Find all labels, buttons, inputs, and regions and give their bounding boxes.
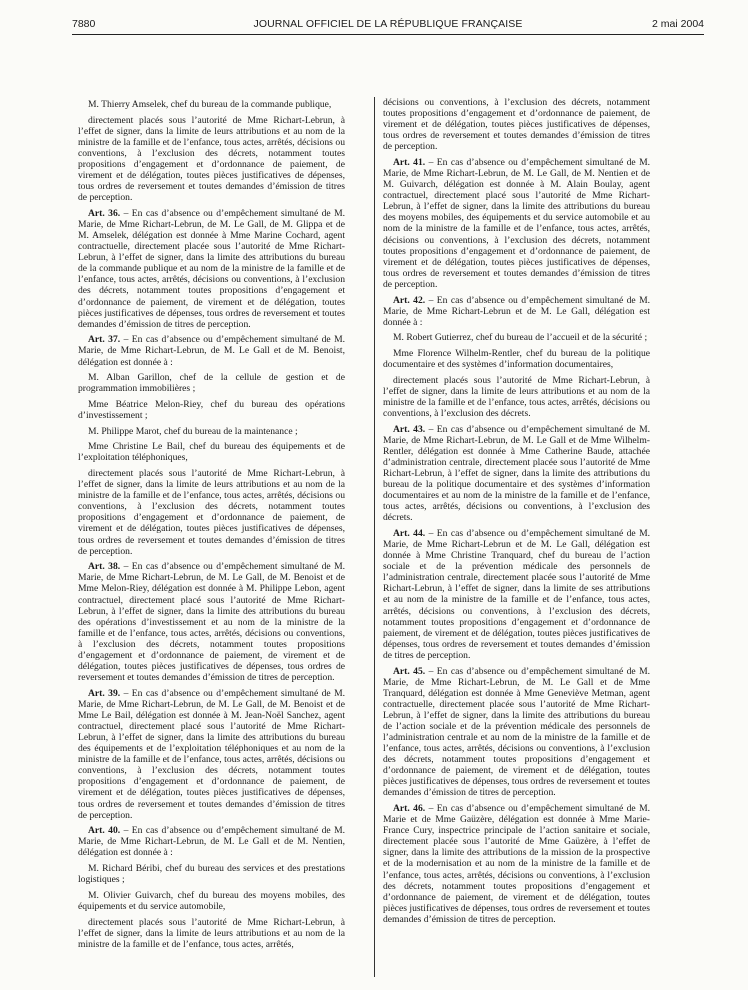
- paragraph-text: décisions ou conventions, à l’exclusion des décrets, notamment toutes propositions d’engagement et d’ordonnance de paiement, de virement et de délégation, toutes pièces justificatives de dépenses, tous ordres de reversement et toutes demandes d’émission de titres de perception.: [383, 97, 650, 153]
- article-label: Art. 46.: [393, 803, 426, 815]
- paragraph-text: – En cas d’absence ou d’empêchement simultané de M. Marie, de Mme Richart-Lebrun et de M. Le Gall, délégation est donnée à Mme Christine Tranquard, chef du bureau de l’action sociale et de la prévention médicale des personnels de l’administration centrale, directement placée sous l’autorité de Mme Richart-Lebrun, à l’effet de signer, dans la limite de ses attributions et au nom de la ministre de la famille et de l’enfance, tous actes, arrêtés, décisions ou conventions, à l’exclusion des décrets, notamment toutes propositions d’engagement et d’ordonnance de paiement, de virement et de délégation, toutes pièces justificatives de dépenses, tous ordres de reversement et toutes demandes d’émission de titres de perception.: [383, 527, 651, 661]
- paragraph-text: – En cas d’absence ou d’empêchement simultané de M. Marie et de Mme Gaüzère, délégation est donnée à Mme Marie-France Cury, inspectrice principale de l’action sanitaire et sociale, directement placée sous l’autorité de Mme Gaüzère, à l’effet de signer, dans la limite des attributions de la mission de la prospective et de la modernisation et au nom de la ministre de la famille et de l’enfance, tous actes, arrêtés, décisions ou conventions, à l’exclusion des décrets, notamment toutes propositions d’engagement et d’ordonnance de paiement, de virement et de délégation, toutes pièces justificatives de dépenses, tous ordres de reversement et toutes demandes d’émission de titres de perception.: [383, 803, 651, 925]
- article-label: Art. 38.: [88, 561, 121, 573]
- paragraph: [78, 115, 345, 204]
- paragraph-text: M. Robert Gutierrez, chef du bureau de l’accueil et de la sécurité ;: [393, 332, 648, 344]
- paragraph-text: – En cas d’absence ou d’empêchement simultané de M. Marie, de Mme Richart-Lebrun, de M. Le Gall et de Mme Wilhelm-Rentler, délégation est donnée à Mme Catherine Baude, attachée d’administration centrale, directement placée sous l’autorité de Mme Richart-Lebrun, à l’effet de signer, dans la limite des attributions du bureau de la politique documentaire et des systèmes d’information documentaires et au nom de la ministre de la famille et de l’enfance, tous actes, arrêtés, décisions ou conventions, à l’exclusion des décrets.: [383, 423, 651, 524]
- paragraph-text: – En cas d’absence ou d’empêchement simultané de M. Marie, de Mme Richart-Lebrun, de M. Le Gall, de M. Benoist et de Mme Melon-Riey, délégation est donnée à M. Philippe Lebon, agent contractuel, directement placé sous l’autorité de Mme Richart-Lebrun, à l’effet de signer, dans la limite des attributions du bureau des opérations d’investissement et au nom de la ministre de la famille et de l’enfance, tous actes, arrêtés, décisions ou conventions, à l’exclusion des décrets, notamment toutes propositions d’engagement et d’ordonnance de paiement, de virement et de délégation, toutes pièces justificatives de dépenses, tous ordres de reversement et toutes demandes d’émission de titres de perception.: [78, 561, 346, 684]
- paragraph: [78, 863, 345, 885]
- paragraph-text: – En cas d’absence ou d’empêchement simultané de M. Marie, de Mme Richart-Lebrun, de M. Le Gall, de M. Nentien et de M. Guivarch, délégation est donnée à M. Alain Boulay, agent contractuel, directement placé sous l’autorité de Mme Richart-Lebrun, à l’effet de signer, dans la limite des attributions du bureau des moyens mobiles, des équipements et du service automobile et au nom de la ministre de la famille et de l’enfance, tous actes, arrêtés, décisions ou conventions, à l’exclusion des décrets, notamment toutes propositions d’engagement et d’ordonnance de paiement, de virement et de délégation, toutes pièces justificatives de dépenses, tous ordres de reversement et toutes demandes d’émission de titres de perception.: [383, 156, 651, 290]
- article-label: Art. 41.: [393, 156, 426, 168]
- journal-title: JOURNAL OFFICIEL DE LA RÉPUBLIQUE FRANÇAISE: [253, 18, 523, 30]
- article-paragraph: [78, 334, 345, 367]
- paragraph-text: M. Richard Béribi, chef du bureau des services et des prestations logistiques ;: [78, 863, 345, 886]
- paragraph: [78, 372, 345, 394]
- paragraph-text: Mme Béatrice Melon-Riey, chef du bureau des opérations d’investissement ;: [78, 398, 345, 421]
- paragraph: [78, 399, 345, 421]
- page-number: 7880: [72, 18, 96, 30]
- paragraph-text: directement placés sous l’autorité de Mme Richart-Lebrun, à l’effet de signer, dans la limite de leurs attributions et au nom de la ministre de la famille et de l’enfance, tous actes, arrêtés, décisions ou conventions, à l’exclusion des décrets.: [383, 374, 650, 419]
- paragraph: [78, 890, 345, 912]
- paragraph-text: M. Alban Garillon, chef de la cellule de gestion et de programmation immobilières ;: [78, 372, 345, 395]
- page-header: [72, 18, 704, 34]
- article-paragraph: [78, 825, 345, 858]
- paragraph: [78, 99, 345, 110]
- paragraph-text: – En cas d’absence ou d’empêchement simultané de M. Marie, de Mme Richart-Lebrun et de M. Le Gall, délégation est donnée à :: [383, 294, 651, 328]
- paragraph-text: directement placés sous l’autorité de Mme Richart-Lebrun, à l’effet de signer, dans la limite de leurs attributions et au nom de la ministre de la famille et de l’enfance, tous actes, arrêtés, décisions ou conventions, à l’exclusion des décrets, notamment toutes propositions d’engagement et d’ordonnance de paiement, de virement et de délégation, toutes pièces justificatives de dépenses, tous ordres de reversement et toutes demandes d’émission de titres de perception.: [78, 114, 345, 204]
- paragraph-text: – En cas d’absence ou d’empêchement simultané de M. Marie, de Mme Richart-Lebrun, de M. Le Gall et de M. Nentien, délégation est donnée à :: [78, 825, 346, 859]
- paragraph: [383, 97, 650, 152]
- paragraph: [383, 348, 650, 370]
- header-rule: [72, 34, 704, 35]
- paragraph: [383, 332, 650, 343]
- paragraph-text: – En cas d’absence ou d’empêchement simultané de M. Marie, de Mme Richart-Lebrun, de M. Le Gall, de M. Benoist et de Mme Le Bail, délégation est donnée à M. Jean-Noël Sanchez, agent contractuel, directement placé sous l’autorité de Mme Richart-Lebrun, à l’effet de signer, dans la limite des attributions du bureau des équipements et de l’exploitation téléphoniques et au nom de la ministre de la famille et de l’enfance, tous actes, arrêtés, décisions ou conventions, à l’exclusion des décrets, notamment toutes propositions d’engagement et d’ordonnance de paiement, de virement et de délégation, toutes pièces justificatives de dépenses, tous ordres de reversement et toutes demandes d’émission de titres de perception.: [78, 687, 346, 821]
- paragraph-text: – En cas d’absence ou d’empêchement simultané de M. Marie, de Mme Richart-Lebrun, de M. Le Gall et de Mme Tranquard, délégation est donnée à Mme Geneviève Metman, agent contractuelle, directement placée sous l’autorité de Mme Richart-Lebrun, à l’effet de signer, dans la limite des attributions du bureau de l’action sociale et de la prévention médicale des personnels de l’administration centrale et au nom de la ministre de la famille et de l’enfance, tous actes, arrêtés, décisions ou conventions, à l’exclusion des décrets, notamment toutes propositions d’engagement et d’ordonnance de paiement, de virement et de délégation, toutes pièces justificatives de dépenses, tous ordres de reversement et toutes demandes d’émission de titres de perception.: [383, 665, 651, 799]
- paragraph: [383, 375, 650, 419]
- paragraph-text: M. Philippe Marot, chef du bureau de la maintenance ;: [88, 425, 298, 437]
- article-paragraph: [78, 561, 345, 683]
- article-paragraph: [383, 803, 650, 925]
- left-column: [78, 99, 345, 954]
- paragraph-text: directement placés sous l’autorité de Mme Richart-Lebrun, à l’effet de signer, dans la limite de leurs attributions et au nom de la ministre de la famille et de l’enfance, tous actes, arrêtés, décisions ou conventions, à l’exclusion des décrets, notamment toutes propositions d’engagement et d’ordonnance de paiement, de virement et de délégation, toutes pièces justificatives de dépenses, tous ordres de reversement et toutes demandes d’émission de titres de perception.: [78, 468, 345, 557]
- paragraph: [78, 441, 345, 463]
- paragraph-text: – En cas d’absence ou d’empêchement simultané de M. Marie, de Mme Richart-Lebrun, de M. Le Gall et de M. Benoist, délégation est donnée à :: [78, 334, 346, 368]
- article-paragraph: [78, 688, 345, 821]
- article-paragraph: [78, 208, 345, 330]
- article-label: Art. 39.: [88, 687, 121, 699]
- paragraph-text: Mme Christine Le Bail, chef du bureau des équipements et de l’exploitation téléphoniques,: [78, 441, 345, 464]
- article-label: Art. 42.: [393, 294, 426, 306]
- paragraph-text: directement placés sous l’autorité de Mme Richart-Lebrun, à l’effet de signer, dans la limite de leurs attributions et au nom de la ministre de la famille et de l’enfance, tous actes, arrêtés,: [78, 916, 345, 950]
- article-paragraph: [383, 528, 650, 661]
- article-label: Art. 43.: [393, 423, 426, 435]
- article-label: Art. 44.: [393, 527, 426, 539]
- publication-date: 2 mai 2004: [652, 18, 704, 30]
- article-paragraph: [383, 424, 650, 524]
- article-paragraph: [383, 157, 650, 290]
- article-label: Art. 45.: [393, 665, 426, 677]
- column-divider: [374, 97, 375, 977]
- article-label: Art. 40.: [88, 825, 121, 837]
- paragraph-text: M. Thierry Amselek, chef du bureau de la commande publique,: [88, 99, 332, 110]
- article-label: Art. 36.: [88, 207, 121, 219]
- paragraph: [78, 468, 345, 557]
- paragraph-text: Mme Florence Wilhelm-Rentler, chef du bureau de la politique documentaire et des systèmes d’information documentaires,: [383, 348, 650, 371]
- article-paragraph: [383, 295, 650, 328]
- paragraph: [78, 917, 345, 950]
- paragraph: [78, 426, 345, 437]
- paragraph-text: – En cas d’absence ou d’empêchement simultané de M. Marie, de Mme Richart-Lebrun, de M. Le Gall, de M. Glippa et de M. Amselek, délégation est donnée à Mme Marine Cochard, agent contractuelle, directement placée sous l’autorité de Mme Richart-Lebrun, à l’effet de signer, dans la limite des attributions du bureau de la commande publique et au nom de la ministre de la famille et de l’enfance, tous actes, arrêtés, décisions ou conventions, à l’exclusion des décrets, notamment toutes propositions d’engagement et d’ordonnance de paiement, de virement et de délégation, toutes pièces justificatives de dépenses, tous ordres de reversement et toutes demandes d’émission de titres de perception.: [78, 207, 346, 330]
- right-column: [383, 97, 650, 929]
- article-paragraph: [383, 666, 650, 799]
- paragraph-text: M. Olivier Guivarch, chef du bureau des moyens mobiles, des équipements et du service automobile,: [78, 889, 345, 912]
- article-label: Art. 37.: [88, 334, 121, 346]
